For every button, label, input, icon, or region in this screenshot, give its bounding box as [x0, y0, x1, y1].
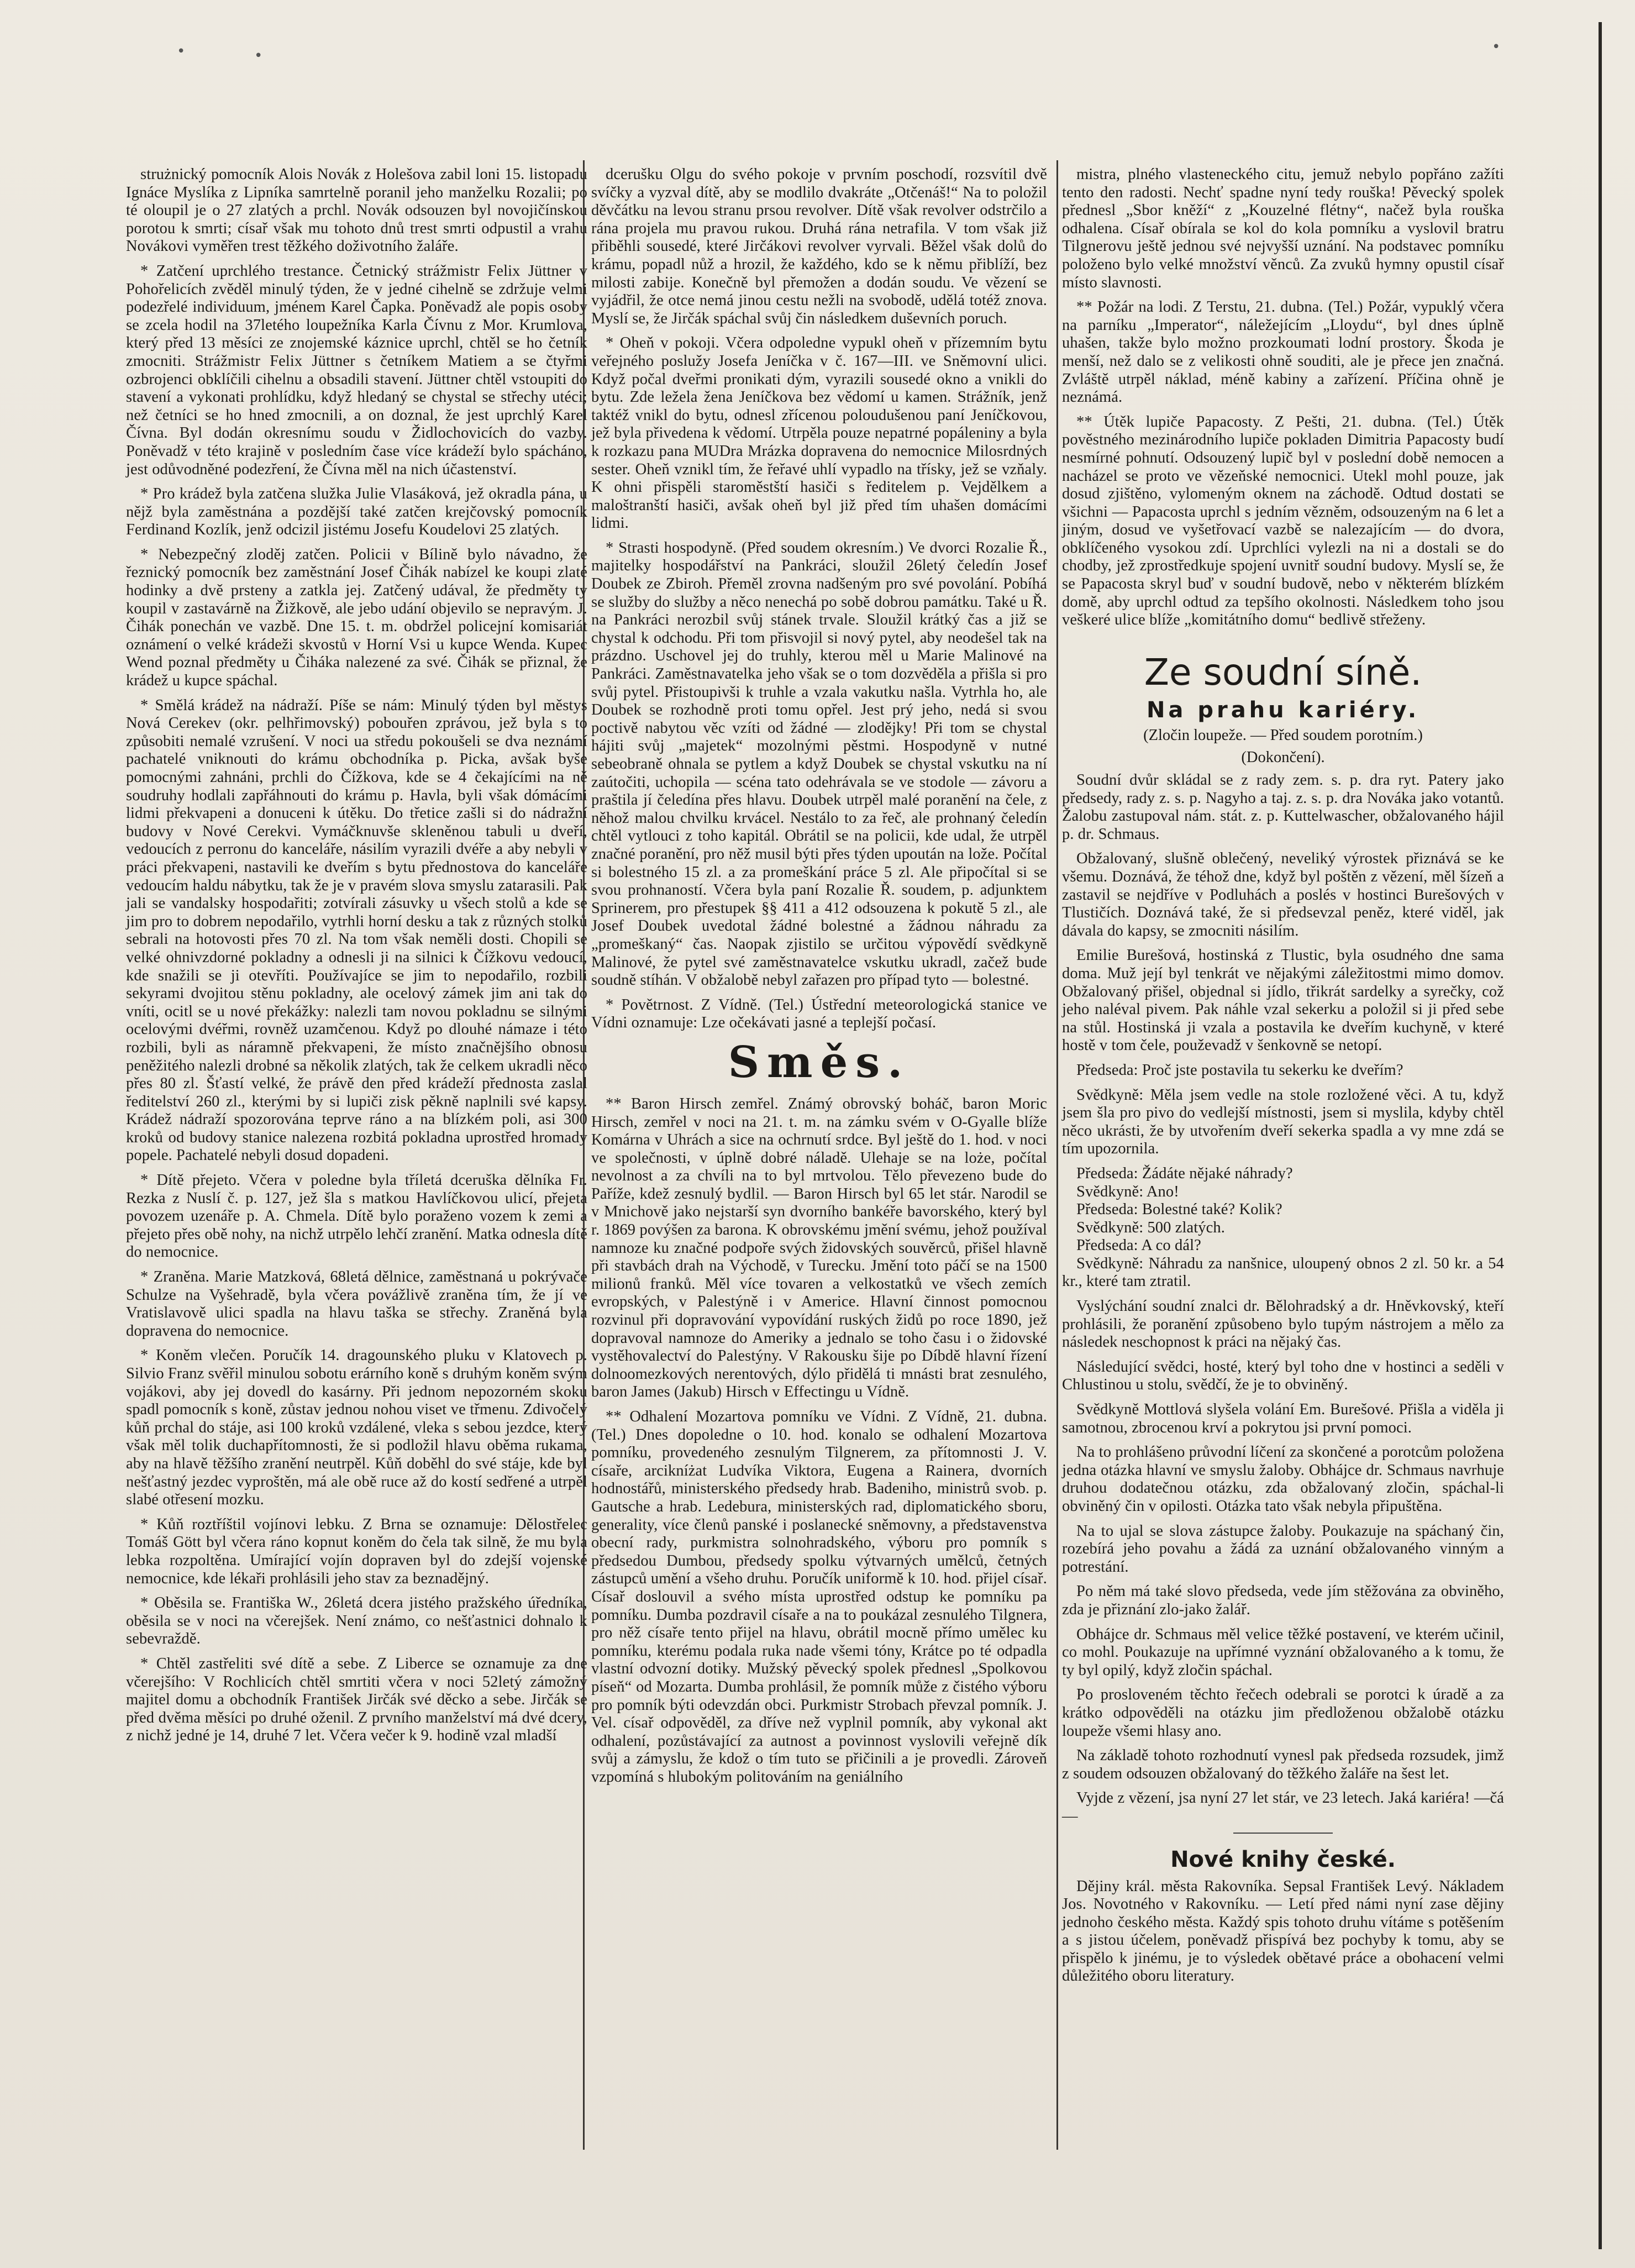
article-paragraph: * Strasti hospodyně. (Před soudem okresním.) Ve dvorci Rozalie Ř., majitelky hospodářství na Pankráci, sloužil 26letý čeledín Josef Doubek ze Zbiroh. Přeměl zrovna nadšeným pro své povolání. Pobíhá se služby do služby a něco nenechá po sobě dobrou památku. Také u Ř. na Pankráci nerozbil svůj stánek trvale. Sloužil krátký čas a již se chystal k odchodu. Při tom přisvojil si nový pytel, aby neodešel tak na prázdno. Uschovel jej do truhly, kterou měl u Marie Malinové na Pankráci. Zaměstnavatelka jeho však se o tom dozvěděla a přišla si pro svůj pytel. Přistoupivši k truhle a vzala vakutku našla. Vytrhla ho, ale Doubek se rozhodně proti tomu opřel. Jest prý jeho, nedá si svou poctivě nabytou věc vzíti od žádné — zlodějky! Při tom se chystal hájiti svůj „majetek“ mozolnými pěstmi. Hospodyně v nutné sebeobraně ohnala se pytlem a když Doubek se chystal vskutku na ní zaútočiti, uchopila — scéna tato odehrávala se ve stodole — závoru a praštila jí čeledína přes hlavu. Doubek utrpěl malé poranění na čele, z něhož malou chvilku krvácel. Nestálo to za řeč, ale prohnaný čeledín chtěl vytlouci z toho kapitál. Obrátil se na policii, kde udal, že utrpěl značné poranění, pro něž musil býti přes týden upoután na lože. Počítal si bolestného 15 zl. a za promeškání práce 5 zl. Ale připočítal si se svou prohnaností. Včera byla paní Rozalie Ř. soudem, p. adjunktem Sprinerem, pro přestupek §§ 411 a 412 odsouzena k pokutě 5 zl., ale Josef Doubek uvedotal žádné bolestné a žádnou náhradu za „promeškaný“ čas. Naopak zjistilo se určitou výpovědí svědkyně Malinové, že pytel své zaměstnavatelce vskutku ukradl, začež bude soudně stíhán. V obžalobě nebyl zařazen pro případ tyto — bolestné. — [591, 539, 1047, 989]
dialogue-line: Předseda: Proč jste postavila tu sekerku ke dveřím? — [1076, 1061, 1403, 1079]
article-paragraph: ** Baron Hirsch zemřel. Známý obrovský boháč, baron Moric Hirsch, zemřel v noci na 21. t. m. na zámku svém v O-Gyalle blíže Komárna v Uhrách a sice na ochrnutí srdce. Byl ještě do 1. hod. v noci ve společnosti, v úplně dobré náladě. Ulehaje se na loże, počítal nevolnost a za chvíli na to byl mrtvolou. Tělo převezeno bude do Paříže, kdež zesnulý bydlil. — Baron Hirsch byl 65 let stár. Narodil se v Mnichově jako nejstarší syn dvorního bankéře bavorského, který byl r. 1869 povýšen za barona. K obrovskému jmění svému, jehož používal namnoze ku značné podpoře svých židovských souvěrců, přišel hlavně při stavbách drah na Východě, v Turecku. Jmění toto páčí se na 1500 milionů franků. Měl více tovaren a velkostatků ve všech zemích evropských, v Palestýně i v Americe. Hlavní činnost pomocnou rozvinul při dopravování vypovídání ruských židů po roce 1890, jež dopravoval namnoze do Ameriky a jednalo se toho času i o židovské vystěhovalectví do Palestýny. V Rakousku šije po Díbdě hlavní řízení dolnoomezkových nerentových, dýlo přidělá ti mnásti brat zesnulého, baron James (Jakub) Hirsch v Effectingu u Vídně. — [591, 1095, 1047, 1401]
print-speck: • — [177, 43, 186, 60]
article-continuation-note: (Dokončení). — [1241, 749, 1325, 767]
dialogue-line: Předseda: Bolestné také? Kolik? — [1076, 1201, 1282, 1219]
article-paragraph: Obžalovaný, slušně oblečený, neveliký výrostek přiznává se ke všemu. Doznává, že téhož dne, když byl poštěn z vězení, měl šízeň a zastavil se nejdříve v Podluhách a poslés v hostinci Burešových v Tlustičích. Doznává také, že si předsevzal peněz, které viděl, jak dávala do kapsy, se zmocniti násilím. — [1062, 850, 1504, 939]
section-divider — [1233, 1833, 1333, 1834]
dialogue-line: Svědkyně: 500 zlatých. — [1076, 1219, 1225, 1236]
article-paragraph: Po prosloveném těchto řečech odebrali se porotci k úradě a za krátko odpověděli na otázku jim předloženou obžalobě otázku loupeže všemi hlasy ano. — [1062, 1686, 1504, 1740]
article-paragraph: * Chtěl zastřeliti své dítě a sebe. Z Liberce se oznamuje za dne včerejšího: V Rochlicích chtěl smrtiti včera v noci 52letý zámožný majitel domu a obchodník František Jirčák své děcko a sebe. Jirčák se před dvěma měsíci po druhé oženil. Z prvního manželství má dvé dcery, z nichž jedné je 14, druhé 7 let. Včera večer k 9. hodině vzal mladší — [126, 1655, 587, 1745]
article-paragraph: * Zraněna. Marie Matzková, 68letá dělnice, zaměstnaná u pokrývače Schulze na Vyšehradě, byla včera povážlivě zraněna tím, že jí ve Vratislavově ulici spadla na hlavu taška se střechy. Zraněná byla dopravena do nemocnice. — [126, 1268, 587, 1340]
section-heading-smes: Směs. — [728, 1037, 911, 1088]
article-paragraph: * Oběsila se. Františka W., 26letá dcera jistého pražského úředníka, oběsila se v noci na včerejšek. Není známo, co nešťastnici dohnalo k sebevraždě. — [126, 1594, 587, 1648]
article-paragraph: * Nebezpečný zloděj zatčen. Policii v Bílině bylo návadno, že řeznický pomocník bez zaměstnání Josef Čihák nabízel ke koupi zlaté hodinky a dvě prsteny a zatkla jej. Zatčený udával, že předměty ty koupil v zastavárně na Žižkově, ale jebo udání objevilo se nepravým. J. Čihák ponechán ve vazbě. Dne 15. t. m. obdržel policejní komisariát oznámení o velké krádeži skvostů v Horní Vsi u kupce Wenda. Kupec Wend poznal předměty u Čiháka nalezené za své. Čihák se přiznal, že krádež u kupce spáchal. — [126, 545, 587, 690]
article-paragraph: Emilie Burešová, hostinská z Tlustic, byla osudného dne sama doma. Muž její byl tenkrát ve nějakými záležitostmi mimo domov. Obžalovaný přišel, objednal si jídlo, třikrát sardelky a syrečky, což jeho naléval pivem. Pak náhle vzal sekerku a položil si ji před sebe na stůl. Hostinská ji vzala a postavila ke dveřím kuchyně, v které hostě v tom čele, použevadž v šenkovně se netopí. — [1062, 947, 1504, 1054]
article-paragraph: strużnický pomocník Alois Novák z Holešova zabil loni 15. listopadu Ignáce Myslíka z Lipníka samrtelně poranil jeho manželku Rozalii; po té oloupil je o 27 zlatých a prchl. Novák odsouzen byl novojičínskou porotou k smrti; císař však mu tohoto dnů trest smrti odpustil a vrahu Novákovi vyměřen trest těžkého doživotního žaláře. — [126, 166, 587, 255]
article-paragraph: Obhájce dr. Schmaus měl velice těžké postavení, ve kterém učinil, co mohl. Poukazuje na upřímné vyznání obžalovaného a k tomu, že ty byl opilý, když zločin spáchal. — [1062, 1625, 1504, 1679]
print-speck: • — [1492, 39, 1501, 55]
column-rule — [1056, 160, 1058, 2150]
article-paragraph: ** Útěk lupiče Papacosty. Z Pešti, 21. dubna. (Tel.) Útěk pověstného mezinárodního lupiče pokladen Dimitria Papacosty budí nesmírné pohnutí. Odsouzený lupič byl v poslední době nemocen a nacházel se proto ve vězeňské nemocnici. Utekl mohl pouze, jak dosud zjištěno, vylomeným oknem na záchodě. Odtud dostati se všichni — Papacosta uprchl s jedním vězněm, odsouzeným na 6 let a jiným, dosud ve vyšetřovací vazbě se nalezajícím — do dvora, obklíčeného vysokou zdí. Uprchlíci vylezli na ni a dostali se do chodby, jež zprostředkuje spojení uvnitř soudní budovy. Myslí se, že se Papacosta skryl buď v soudní budově, nebo v některém blízkém domě, aby uprchl odtud za tepšího okolnosti. Následkem toho jsou veškeré ulice blíže „komitátního domu“ bedlivě střeženy. — [1062, 413, 1504, 629]
article-paragraph: * Koněm vlečen. Poručík 14. dragounského pluku v Klatovech p. Silvio Franz svěřil minulou sobotu erárního koně s druhým koněm svým vojákovi, aby jej dovedl do kasárny. Při jednom nepozorném skoku spadl pomocník s koně, zůstav jednou nohou viset ve třmenu. Zdivočelý kůň prchal do stáje, asi 100 kroků vzdálené, vleka s sebou jezdce, který však měl tolik duchapřítomnosti, že si podložil hlavu oběma rukama, aby na hlavě těžšího zranění neutrpěl. Kůň doběhl do své stáje, kde byl nešťastný jezdec vyproštěn, má ale obě ruce až do kostí sedřené a utrpěl slabé otřesení mozku. — [126, 1347, 587, 1509]
article-paragraph: * Dítě přejeto. Včera v poledne byla tříletá dceruška dělníka Fr. Rezka z Nuslí č. p. 127, jež šla s matkou Havlíčkovou ulicí, přejeta povozem uzenáře p. A. Chmela. Dítě bylo poraženo vozem k zemi a přejeto přes obě nohy, na nichž utrpělo lehčí zranění. Matka odnesla dítě do nemocnice. — [126, 1172, 587, 1261]
article-paragraph: * Zatčení uprchlého trestance. Četnický strážmistr Felix Jüttner v Pohořelicích zvěděl minulý týden, že v jedné cihelně se zdržuje velmi podezřelé individuum, jménem Karel Čapka. Poněvadž ale popis osoby se zcela hodil na 37letého loupežníka Karla Čívnu z Mor. Krumlova, který před 13 měsíci ze znojemské káznice uprchl, chtěl se ho četník zmocniti. Strážmistr Felix Jüttner s četníkem Matiem a se čtyřmi ozbrojenci obklíčili cihelnu a obsadili stavení. Jüttner chtěl vstoupiti do stavení a vykonati prohlídku, když hledaný se chystal se střechy utéci; než četníci se ho hned zmocnili, a on doznal, že jest uprchlý Karel Čívna. Byl dodán okresnímu soudu v Židlochovicích do vazby. Poněvadž v této krajině v posledním čase více krádeží bylo spácháno, jest odůvodněné podezření, že Čívna měl na nich účastenství. — [126, 262, 587, 478]
article-paragraph: ** Požár na lodi. Z Terstu, 21. dubna. (Tel.) Požár, vypuklý včera na parníku „Imperator“, náležejícím „Lloydu“, byl dnes úplně uhašen, takže bylo možno prozkoumati lodní prostory. Škoda je menší, než dalo se z velikosti ohně souditi, ale je přece jen značná. Zvláště utrpěl náklad, méně kabiny a zařízení. Příčina ohně je neznámá. — [1062, 298, 1504, 406]
article-paragraph: Na základě tohoto rozhodnutí vynesl pak předseda rozsudek, jimž z soudem odsouzen obžalovaný do těžkého žaláře na šest let. — [1062, 1747, 1504, 1782]
article-paragraph: Vyslýchání soudní znalci dr. Bělohradský a dr. Hněvkovský, kteří prohlásili, že poranění způsobeno bylo tupým nástrojem a mělo za následek neschopnost k práci na nějaký čas. — [1062, 1298, 1504, 1351]
article-paragraph: Dějiny král. města Rakovníka. Sepsal František Levý. Nákladem Jos. Novotného v Rakovníku. — Letí před námi nyní zase dějiny jednoho českého města. Každý spis tohoto druhu vítáme s potěšením a s jistou účelem, poněvadž přispívá bez pochyby k tomu, aby se přispělo k jinému, je to výsledek obětavé práce a obohacení velmi důležitého oboru literatury. — [1062, 1877, 1504, 1985]
article-paragraph: * Pro krádež byla zatčena služka Julie Vlasáková, jež okradla pána, u nějž byla zaměstnána a pozdější také zatčen krejčovský pomocník Ferdinand Kozlík, jenž odcizil jistému Josefu Koudelovi 25 zlatých. — [126, 485, 587, 539]
article-paragraph: ** Odhalení Mozartova pomníku ve Vídni. Z Vídně, 21. dubna. (Tel.) Dnes dopoledne o 10. hod. konalo se odhalení Mozartova pomníku, provedeného zesnulým Tilgnerem, za přítomnosti J. V. císaře, arcikníżat Ludvíka Viktora, Eugena a Rainera, dvorních hodnostářů, ministerského předsedy hrab. Badeniho, ministrů svob. p. Gautsche a hrab. Ledebura, ministerských rad, diplomatického sboru, generality, více členů panské i poslanecké sněmovny, a představenstva obecní rady, purkmistra solnohradského, výboru pro pomník s předsedou Dumbou, předsedy spolku výtvarných umělců, četných zástupců umění a všeho druhu. Poručík uniformě k 10. hod. přijel císař. Císař doslouvil a svého místa uprostřed odstup ke pomníku pa pomníku. Dumba pozdravil císaře a na to poukázal zesnulého Tilgnera, pro něž císaře tento přijel na hlavu, obrátil mocně přímo umělec ku pomníku, kterému podala ruka nade všemi tóny, Krátce po té odpadla vlastní odvozní dotiky. Mužský pěvecký spolek přednesl „Spolkovou píseň“ od Mozarta. Dumba prohlásil, že pomník může z čistého výboru pro pomník býti odevzdán obci. Purkmistr Strobach převzal pomník. J. Vel. císař odpověděl, za dříve než vyplnil pomník, aby vykonal akt odhalení, pozůstávající za autnost a povinnost vyslovili veřejně dík svůj a zámyslu, že kdož o tím tuto se přičinili a je provedli. Zároveň vzpomíná s hlubokým politováním na geniálního — [591, 1408, 1047, 1786]
article-paragraph: Následující svědci, hosté, který byl toho dne v hostinci a seděli v Chlustinou u stolu, svědčí, že je to obviněný. — [1062, 1358, 1504, 1394]
section-heading-nove-knihy: Nové knihy české. — [1170, 1846, 1396, 1872]
article-paragraph: mistra, plného vlasteneckého citu, jemuž nebylo popřáno zažíti tento den radosti. Nechť spadne nyní tedy rouška! Pěvecký spolek přednesl „Sbor kněží“ z „Kouzelné flétny“, načež byla rouška odhalena. Císař obírala se kol do kola pomníku a vyslovil bratru Tilgnerovu ještě jednou své nejvyšší uznání. Na podstavec pomníku položeno bylo velké množství věnců. Za zvuků hymny opustil císař místo slavnosti. — [1062, 166, 1504, 291]
dialogue-line: Svědkyně: Náhradu za nanšnice, uloupený obnos 2 zl. 50 kr. a 54 kr., které tam ztratil. — [1062, 1254, 1504, 1290]
article-paragraph: Vyjde z vězení, jsa nyní 27 let stár, ve 23 letech. Jaká kariéra! —čá— — [1062, 1789, 1504, 1825]
article-paragraph: Po něm má také slovo předseda, vede jím stěžována za obviněho, zda je přiznání zlo-jako žalář. — [1062, 1583, 1504, 1618]
print-speck: • — [254, 48, 263, 64]
article-paragraph: * Kůň roztříštil vojínovi lebku. Z Brna se oznamuje: Dělostřelec Tomáš Gött byl včera ráno kopnut koněm do čela tak silně, že mu byla lebka rozpoltěna. Umírající vojín dopraven byl do zdejší vojenské nemocnice, kde lékaři prohlásili jeho stav za beznadějný. — [126, 1515, 587, 1587]
column-2 — [591, 166, 1047, 1793]
article-paragraph: Na to ujal se slova zástupce žaloby. Poukazuje na spáchaný čin, rozebírá jeho povahu a žádá za uznání obžalovaného vinným a potrestání. — [1062, 1522, 1504, 1576]
page-edge-shadow — [1599, 22, 1602, 2249]
article-subheading: (Zločin loupeže. — Před soudem porotním.) — [1143, 726, 1423, 744]
section-heading-soudni-sin: Ze soudní síně. — [1144, 650, 1422, 694]
dialogue-line: Svědkyně: Ano! — [1076, 1183, 1179, 1200]
article-paragraph: * Smělá krádež na nádraží. Píše se nám: Minulý týden byl městys Nová Cerekev (okr. pelhřimovský) pobouřen zprávou, jež byla s to způsobiti nemalé vzrušení. V noci ua středu pokoušeli se dva neznámí pachatelé vniknouti do krámu obchodníka p. Picka, avšak byše pomocnými zahnáni, prchli do Čížkova, kde se 4 čekajícími na ně soudruhy hodlali zapřáhnouti do krámu p. Havla, byli však dómácími lidmi překvapeni a donuceni k útěku. Do třetice zašli si do nádražní budovy v Nové Cerekvi. Vymáčknuvše skleněnou tabuli u dveří, vedoucích z perronu do kanceláře, násilím vyrazili dvéře a aby nebyli v práci překvapeni, nastavili ke dveřím s bytu přednostova do kanceláře vedoucím haldu nábytku, tak že je v pravém slova smyslu zatarasili. Pak jali se vandalsky hospodařiti; zotvírali zásuvky u všech stolů a kde se jim pro to dobrem nepodařilo, vytrhli horní desku a tak z různých stolků sebrali na hotovosti přes 70 zl. Na tom však neměli dosti. Chopili se velké ohnivzdorné pokladny a odnesli ji na silnici k Čížkovu vedoucí, kde snažili se ji otevříti. Používajíce se jim to nepodařilo, rozbili sekyrami dvojitou stěnu pokladny, ale ocelový zámek jim ani tak do vníti, ocitl se u nové překážky: nalezli tam novou pokladnu se silnými ocelovými dvéřmi, rovněž uzamčenou. Když po dlouhé námaze i této rozbili, byli as náramně překvapeni, že místo značnějšího obnosu peněžitého nalezli drobné sa několik zlatých, tak že celkem ukradli něco přes 80 zl. Šťastí velké, že právě den před krádeží přednosta zaslal ředitelství 260 zl., kterými by si lupiči zisk pěkně naplnili své kapsy. Krádež nádraží spozorována teprve ráno a na blízkém poli, asi 300 kroků od budovy stanice nalezena rozbitá pokladna uprostřed hromady popele. Pachatelé nebyli dosud dopadeni. — [126, 696, 587, 1164]
article-paragraph: Soudní dvůr skládal se z rady zem. s. p. dra ryt. Patery jako předsedy, rady z. s. p. Nagyho a taj. z. s. p. dra Nováka jako votantů. Žalobu zastupoval nám. stát. z. p. Kuttelwascher, obžalovaného hájil p. dr. Schmaus. — [1062, 771, 1504, 843]
column-1 — [126, 166, 587, 1752]
article-paragraph: * Oheň v pokoji. Včera odpoledne vypukl oheň v přízemním bytu veřejného poslužy Josefa Jeníčka v č. 167—III. ve Sněmovní ulici. Když počal dveřmi pronikati dým, vyrazili sousedé okno a vnikli do bytu. Zde ležela žena Jeníčkova bez vědomí u kamen. Strážník, jenž taktéž vnikl do bytu, odnesl zřícenou poloudušenou paní Jeníčkovou, jež byla přivedena k vědomí. Utrpěla pouze nepatrné popáleniny a byla k rozkazu pana MUDra Mrázka dopravena do nemocnice Milosrdných sester. Oheň vznikl tím, že řeřavé uhlí vypadlo na třísky, jež se vzňaly. K ohni přispěli staroměstští hasiči s ředitelem p. Vejdělkem a maloštranští hasiči, avšak oheň byl již před tím uhašen domácími lidmi. — [591, 334, 1047, 532]
article-paragraph: Na to prohlášeno průvodní líčení za skončené a porotcům položena jedna otázka hlavní ve smyslu žaloby. Obhájce dr. Schmaus navrhuje druhou dodatečnou otázku, zda obžalovaný zločin, spáchal-li obviněný čin v opilosti. Otázka tato však nebyla připuštěna. — [1062, 1443, 1504, 1515]
dialogue-line: Svědkyně: Měla jsem vedle na stole rozložené věci. A tu, když jsem šla pro pivo do vedlejší místnosti, jsem si myslila, kdyby chtěl něco ukrásti, že by utvořením dveří sekerka spadla a vy mne zdá se tím upozornila. — [1062, 1086, 1504, 1158]
column-3 — [1062, 166, 1504, 1992]
article-heading: Na prahu kariéry. — [1146, 697, 1420, 723]
dialogue-line: Předseda: Žádáte nějaké náhrady? — [1076, 1164, 1293, 1182]
article-paragraph: dcerušku Olgu do svého pokoje v prvním poschodí, rozsvítil dvě svíčky a vyzval dítě, aby se modlilo dvakráte „Otčenáš!“ Na to položil děvčátku na levou stranu prsou revolver. Dítě však revolver odstrčilo a rána projela mu pravou rukou. Druhá rána netrafila. V tom však již přiběhli sousedé, které Jirčákovi revolver vyrvali. Běžel však dolů do krámu, popadl nůž a hrozil, že každého, kdo se k němu přiblíží, bez milosti zabije. Konečně byl přemožen a dodán soudu. Ve vězení se vyjádřil, že otce nemá jinou cestu nežli na svobodě, udělá totéž znova. Myslí se, že Jirčák spáchal svůj čin následkem duševních poruch. — [591, 166, 1047, 327]
article-paragraph: Svědkyně Mottlová slyšela volání Em. Burešové. Přišla a viděla ji samotnou, zbrocenou krví a pokrytou jsi první pomoci. — [1062, 1401, 1504, 1436]
article-paragraph: * Povětrnost. Z Vídně. (Tel.) Ústřední meteorologická stanice ve Vídni oznamuje: Lze očekávati jasné a teplejší počasí. — [591, 996, 1047, 1032]
dialogue-line: Předseda: A co dál? — [1076, 1237, 1201, 1254]
